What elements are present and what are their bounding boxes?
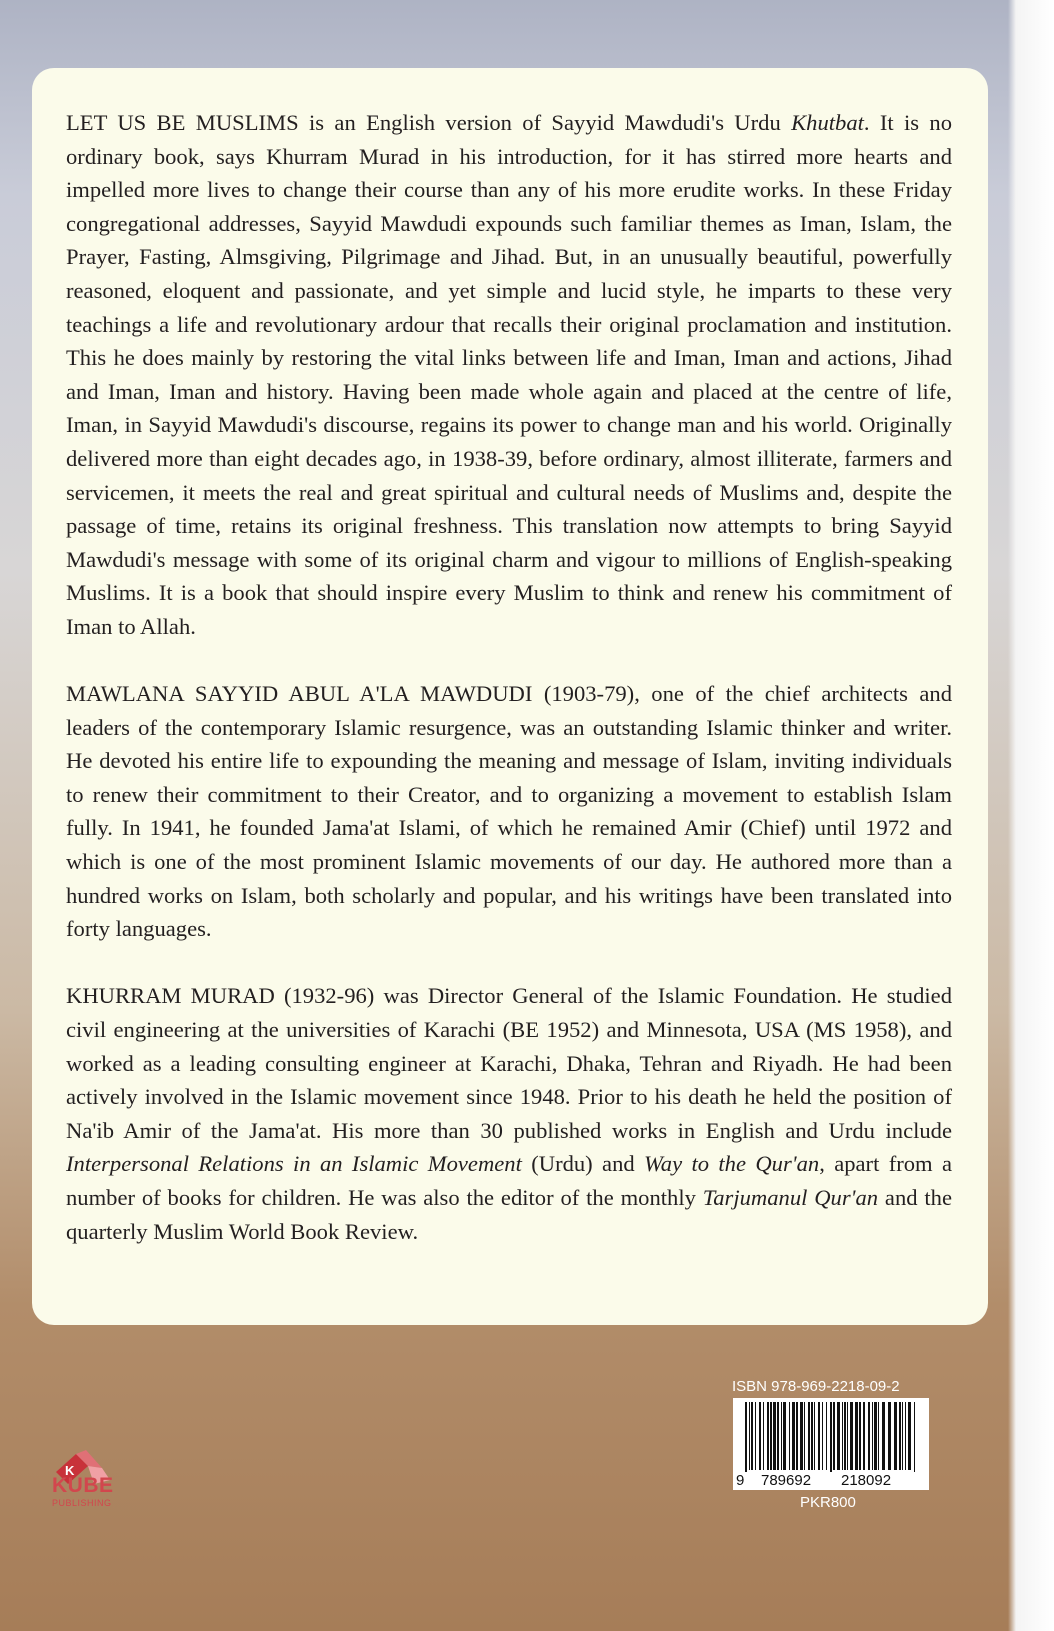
italic-title: Way to the Qur'an: [644, 1151, 820, 1177]
italic-title: Khutbat: [791, 110, 864, 135]
barcode-bar: [850, 1402, 853, 1470]
barcode-bar: [773, 1402, 776, 1470]
price-label: PKR800: [800, 1494, 856, 1511]
barcode-bar: [908, 1402, 911, 1470]
barcode-bar: [808, 1402, 810, 1470]
text-segment: and the quarterly Muslim World Book Review.: [66, 1185, 952, 1244]
barcode-bar: [781, 1402, 782, 1470]
barcode-bar: [882, 1402, 885, 1470]
text-segment: MAWLANA SAYYID ABUL A'LA MAWDUDI (1903-79), one of the chief architects and leaders of the contemporary Islamic resurgence, was an outstanding Islamic thinker and writer. He devoted his entire life to expounding the meaning and message of Islam, inviting individuals to renew their commitment to their Creator, and to organizing a movement to establish Islam fully. In 1941, he founded Jama'at Islami, of which he remained Amir (Chief) until 1972 and which is one of the most prominent Islamic movements of our day. He authored more than a hundred works on Islam, both scholarly and popular, and his writings have been translated into forty languages.: [66, 681, 952, 942]
text-segment: KHURRAM MURAD (1932-96) was Director General of the Islamic Foundation. He studied civil engineering at the universities of Karachi (BE 1952) and Minnesota, USA (MS 1958), and worked as a leading consulting engineer at Karachi, Dhaka, Tehran and Riyadh. He had been actively involved in the Islamic movement since 1948. Prior to his death he held the position of Na'ib Amir of the Jama'at. His more than 30 published works in English and Urdu include: [66, 983, 952, 1143]
barcode-bar: [826, 1402, 827, 1470]
barcode-bar: [804, 1402, 805, 1470]
barcode-bar: [868, 1402, 870, 1470]
barcode-bar: [894, 1402, 897, 1470]
blurb-card: [32, 68, 988, 1325]
barcode-bar: [914, 1402, 915, 1472]
barcode-bar: [855, 1402, 858, 1470]
barcode-bar: [888, 1402, 891, 1470]
barcode-bar: [863, 1402, 865, 1470]
text-segment: LET US BE MUSLIMS is an English version of Sayyid Mawdudi's Urdu: [66, 110, 792, 135]
barcode-bar: [844, 1402, 846, 1470]
barcode-bar: [800, 1402, 803, 1470]
barcode-bar: [830, 1402, 832, 1472]
barcode-bar: [751, 1402, 753, 1470]
barcode-bar: [833, 1402, 835, 1470]
barcode-bar: [783, 1402, 786, 1470]
barcode-bar: [759, 1402, 761, 1470]
barcode-bar: [878, 1402, 879, 1470]
barcode-bar: [818, 1402, 820, 1470]
italic-title: Tarjumanul Qur'an: [702, 1185, 879, 1210]
barcode-bar: [792, 1402, 795, 1470]
barcode-bar: [763, 1402, 764, 1470]
barcode-bar: [899, 1402, 901, 1470]
barcode-bar: [814, 1402, 815, 1470]
barcode-first-digit: 9: [736, 1472, 745, 1489]
paragraph-author-bio: [66, 677, 952, 946]
barcode-left-digits: 789692: [761, 1472, 812, 1489]
barcode-bar: [796, 1402, 798, 1470]
barcode-bar: [842, 1402, 843, 1470]
barcode-bar: [789, 1402, 790, 1470]
paragraph-book-description: [66, 106, 952, 644]
logo-letter: K: [65, 1463, 75, 1478]
barcode: [733, 1398, 929, 1490]
text-segment: , apart from a number of books for children. He was also the editor of the monthly: [66, 1151, 952, 1210]
barcode-bar: [767, 1402, 769, 1470]
barcode-bar: [847, 1402, 848, 1470]
paragraph-translator-bio: [66, 979, 952, 1248]
barcode-bar: [859, 1402, 861, 1470]
barcode-bar: [902, 1402, 903, 1470]
barcode-bar: [905, 1402, 906, 1470]
barcode-bar: [777, 1402, 779, 1470]
barcode-bar: [755, 1402, 756, 1470]
italic-title: Interpersonal Relations in an Islamic Movement: [66, 1151, 522, 1177]
scan-edge: [1008, 0, 1054, 1631]
publisher-sub: PUBLISHING: [52, 1498, 112, 1508]
barcode-bar: [837, 1402, 840, 1470]
barcode-bar: [749, 1402, 750, 1470]
barcode-bar: [874, 1402, 877, 1470]
text-segment: (Urdu) and: [521, 1151, 645, 1177]
barcode-bar: [822, 1402, 823, 1470]
barcode-bar: [770, 1402, 772, 1470]
barcode-bar: [872, 1402, 873, 1470]
publisher-name: KUBE: [52, 1474, 114, 1497]
barcode-bar: [745, 1402, 747, 1472]
text-segment: . It is no ordinary book, says Khurram Murad in his introduction, for it has stirred more hearts and impelled more lives to change their course than any of his more erudite works. In these Friday congregational addresses, Sayyid Mawdudi expounds such familiar themes as Iman, Islam, the Prayer, Fasting, Almsgiving, Pilgrimage and Jihad. But, in an unusually beautiful, powerfully reasoned, eloquent and passionate, and yet simple and lucid style, he imparts to these very teachings a life and revolutionary ardour that recalls their original proclamation and institution. This he does mainly by restoring the vital links between life and Iman, Iman and actions, Jihad and Iman, Iman and history. Having been made whole again and placed at the centre of life, Iman, in Sayyid Mawdudi's discourse, regains its power to change man and his world. Originally delivered more than eight decades ago, in 1938-39, before ordinary, almost illiterate, farmers and servicemen, it meets the real and great spiritual and cultural needs of Muslims and, despite the passage of time, retains its original freshness. This translation now attempts to bring Sayyid Mawdudi's message with some of its original charm and vigour to millions of English-speaking Muslims. It is a book that should inspire every Muslim to think and renew his commitment of Iman to Allah.: [66, 110, 952, 639]
barcode-bars: [745, 1402, 917, 1472]
barcode-bar: [811, 1402, 813, 1470]
barcode-right-digits: 218092: [841, 1472, 892, 1489]
isbn-label: ISBN 978-969-2218-09-2: [732, 1378, 900, 1395]
